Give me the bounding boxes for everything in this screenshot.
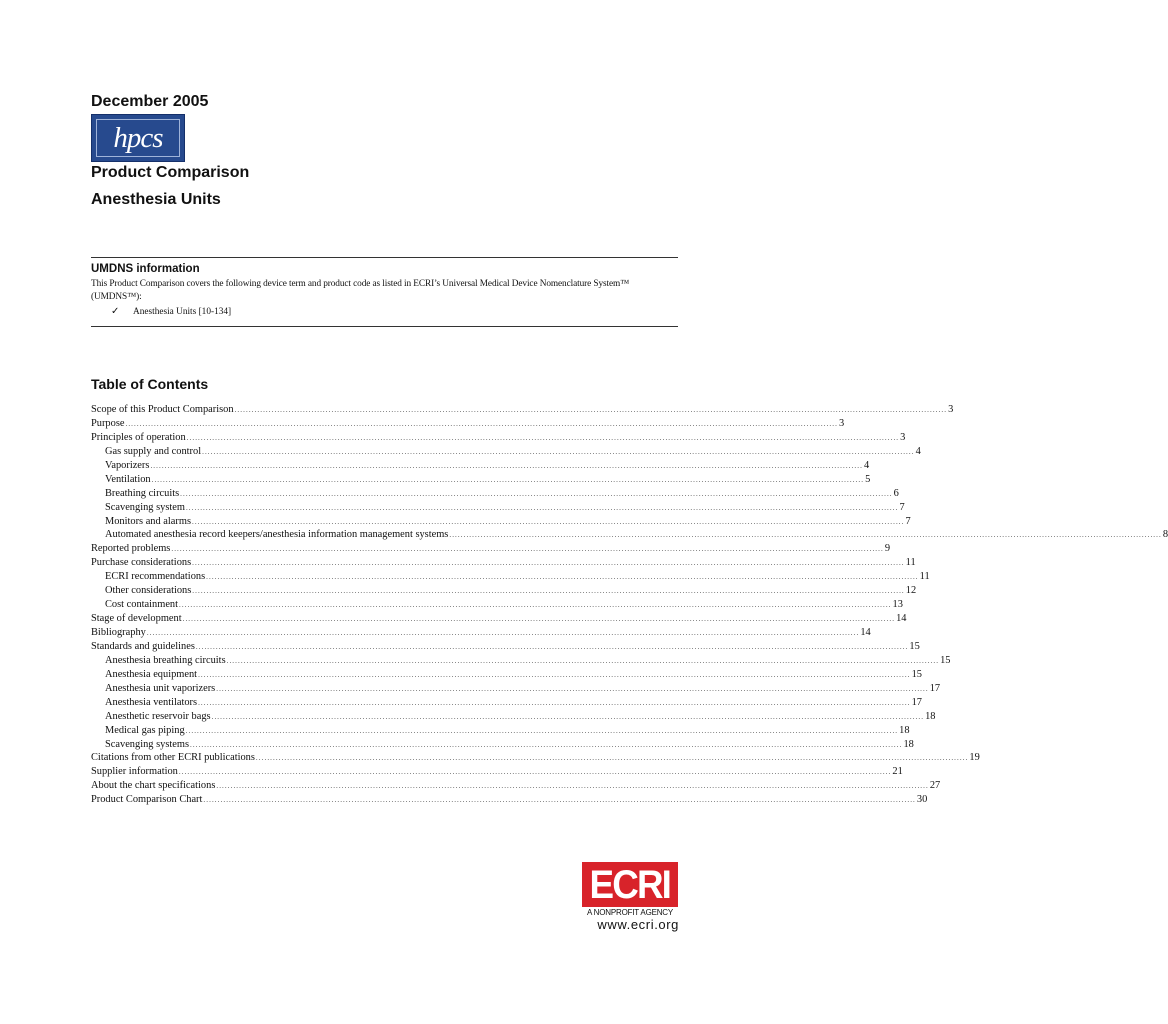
- toc-dot-leader: ..........................................................................................................................................................................................................................................................: [203, 796, 916, 805]
- toc-dot-leader: ..........................................................................................................................................................................................................................................................: [186, 433, 900, 442]
- toc-dot-leader: ..........................................................................................................................................................................................................................................................: [192, 559, 905, 568]
- toc-entry-label[interactable]: Citations from other ECRI publications: [91, 752, 255, 764]
- toc-entry-page-number[interactable]: 14: [860, 627, 871, 638]
- toc-entry-label[interactable]: Medical gas piping: [105, 724, 185, 736]
- toc-entry-label[interactable]: Breathing circuits: [105, 487, 180, 499]
- toc-entry-page-number[interactable]: 3: [838, 417, 845, 429]
- toc-entry[interactable]: [91, 528, 1168, 542]
- toc-entry[interactable]: [91, 724, 910, 738]
- toc-entry-page-number[interactable]: 30: [916, 794, 928, 806]
- toc-entry[interactable]: [91, 668, 922, 682]
- toc-dot-leader: ..........................................................................................................................................................................................................................................................: [150, 461, 863, 470]
- toc-entry-label[interactable]: ECRI recommendations: [105, 571, 206, 583]
- toc-entry-page-number[interactable]: 21: [892, 766, 903, 778]
- toc-entry-page-number[interactable]: 8: [1162, 529, 1168, 541]
- toc-entry-label[interactable]: Automated anesthesia record keepers/anesthesia information management systems: [105, 529, 449, 541]
- section-divider-bottom: [91, 326, 678, 327]
- toc-entry-label[interactable]: Scavenging system: [105, 501, 185, 513]
- toc-entry[interactable]: [91, 626, 871, 640]
- umdns-heading: UMDNS information: [91, 263, 200, 275]
- toc-entry-page-number[interactable]: 18: [903, 738, 914, 750]
- toc-dot-leader: ..........................................................................................................................................................................................................................................................: [198, 698, 911, 707]
- table-of-contents: [91, 403, 1168, 807]
- toc-entry[interactable]: [91, 779, 941, 793]
- toc-entry-page-number[interactable]: 27: [929, 780, 941, 792]
- toc-entry-page-number[interactable]: 18: [925, 710, 936, 722]
- toc-entry-page-number[interactable]: 3: [900, 431, 906, 443]
- toc-entry-label[interactable]: Anesthesia unit vaporizers: [105, 682, 216, 694]
- toc-entry-label[interactable]: Purchase considerations: [91, 557, 192, 569]
- toc-entry[interactable]: [91, 640, 920, 654]
- toc-dot-leader: ..........................................................................................................................................................................................................................................................: [192, 587, 905, 596]
- toc-entry-label[interactable]: Stage of development: [91, 613, 182, 625]
- toc-entry-label[interactable]: Scavenging systems: [105, 738, 189, 750]
- toc-entry[interactable]: [91, 738, 914, 752]
- toc-entry[interactable]: [91, 682, 941, 696]
- umdns-item: [111, 305, 231, 319]
- hpcs-logo-text: hpcs: [96, 119, 180, 157]
- toc-entry-page-number[interactable]: 9: [884, 543, 891, 555]
- toc-entry[interactable]: [91, 556, 916, 570]
- toc-entry[interactable]: [91, 445, 921, 459]
- toc-entry-label[interactable]: Purpose: [91, 417, 125, 429]
- toc-entry[interactable]: [91, 765, 903, 779]
- toc-dot-leader: ..........................................................................................................................................................................................................................................................: [185, 726, 899, 735]
- toc-dot-leader: ..........................................................................................................................................................................................................................................................: [192, 517, 905, 526]
- toc-entry-label[interactable]: Bibliography: [91, 627, 146, 638]
- toc-dot-leader: ..........................................................................................................................................................................................................................................................: [125, 419, 838, 428]
- toc-entry-label[interactable]: Standards and guidelines: [91, 640, 195, 652]
- toc-entry-page-number[interactable]: 13: [892, 599, 903, 611]
- toc-entry[interactable]: [91, 710, 936, 724]
- toc-entry-page-number[interactable]: 17: [911, 696, 922, 708]
- toc-entry-page-number[interactable]: 15: [940, 654, 951, 666]
- toc-entry-page-number[interactable]: 11: [905, 557, 916, 569]
- toc-entry-label[interactable]: About the chart specifications: [91, 780, 216, 792]
- toc-dot-leader: ..........................................................................................................................................................................................................................................................: [206, 573, 919, 582]
- umdns-description: This Product Comparison covers the following device term and product code as listed in ECRI’s Universal Medical Device Nomenclature System™ (UMDNS™):: [91, 279, 630, 302]
- toc-entry[interactable]: [91, 403, 954, 417]
- toc-entry[interactable]: [91, 751, 980, 765]
- toc-entry-page-number[interactable]: 4: [915, 445, 921, 457]
- toc-heading: Table of Contents: [91, 376, 209, 392]
- toc-entry[interactable]: [91, 459, 870, 473]
- toc-entry[interactable]: [91, 654, 951, 668]
- toc-dot-leader: ..........................................................................................................................................................................................................................................................: [180, 489, 893, 498]
- ecri-logo: [582, 862, 678, 907]
- toc-entry-page-number[interactable]: 17: [929, 682, 941, 694]
- toc-dot-leader: ..........................................................................................................................................................................................................................................................: [146, 629, 860, 637]
- toc-entry[interactable]: [91, 696, 922, 710]
- toc-entry-label[interactable]: Anesthesia breathing circuits: [105, 654, 226, 666]
- toc-entry-label[interactable]: Other considerations: [105, 585, 192, 597]
- toc-dot-leader: ..........................................................................................................................................................................................................................................................: [255, 754, 969, 763]
- toc-dot-leader: ..........................................................................................................................................................................................................................................................: [182, 615, 896, 624]
- section-divider-top: [91, 257, 678, 258]
- toc-entry-label[interactable]: Scope of this Product Comparison: [91, 404, 234, 415]
- toc-entry-page-number[interactable]: 15: [911, 668, 922, 680]
- toc-entry-label[interactable]: Anesthesia ventilators: [105, 696, 198, 708]
- toc-dot-leader: ..........................................................................................................................................................................................................................................................: [449, 531, 1162, 540]
- umdns-item-label: Anesthesia Units [10-134]: [133, 307, 232, 317]
- toc-entry-page-number[interactable]: 15: [909, 640, 920, 652]
- toc-entry-label[interactable]: Ventilation: [105, 473, 151, 485]
- toc-dot-leader: ..........................................................................................................................................................................................................................................................: [179, 601, 892, 610]
- toc-dot-leader: ..........................................................................................................................................................................................................................................................: [226, 656, 940, 665]
- toc-entry-page-number[interactable]: 11: [919, 571, 930, 583]
- toc-entry-page-number[interactable]: 7: [905, 515, 911, 527]
- toc-entry-label[interactable]: Supplier information: [91, 766, 178, 778]
- ecri-website: www.ecri.org: [597, 917, 679, 932]
- toc-entry-label[interactable]: Product Comparison Chart: [91, 794, 203, 806]
- toc-dot-leader: ..........................................................................................................................................................................................................................................................: [195, 642, 909, 651]
- toc-dot-leader: ..........................................................................................................................................................................................................................................................: [234, 406, 948, 414]
- toc-entry[interactable]: [91, 793, 928, 807]
- toc-entry[interactable]: [91, 570, 930, 584]
- toc-entry[interactable]: [91, 515, 911, 529]
- toc-entry-label[interactable]: Gas supply and control: [105, 445, 202, 457]
- ecri-logo-text: ECRI: [589, 862, 671, 907]
- toc-dot-leader: ..........................................................................................................................................................................................................................................................: [185, 503, 899, 512]
- toc-dot-leader: ..........................................................................................................................................................................................................................................................: [178, 768, 892, 777]
- toc-entry-label[interactable]: Anesthesia equipment: [105, 668, 198, 680]
- toc-entry-page-number[interactable]: 19: [969, 752, 980, 764]
- toc-entry-page-number[interactable]: 14: [896, 613, 907, 625]
- toc-entry[interactable]: [91, 417, 845, 431]
- checkmark-icon: ✓: [111, 306, 120, 317]
- toc-dot-leader: ..........................................................................................................................................................................................................................................................: [151, 475, 865, 484]
- toc-entry[interactable]: [91, 487, 899, 501]
- toc-entry-page-number[interactable]: 3: [948, 404, 954, 415]
- toc-entry-page-number[interactable]: 7: [899, 501, 905, 513]
- toc-entry-page-number[interactable]: 6: [893, 487, 899, 499]
- toc-entry-page-number[interactable]: 18: [899, 724, 910, 736]
- toc-entry-label[interactable]: Reported problems: [91, 543, 171, 555]
- toc-dot-leader: ..........................................................................................................................................................................................................................................................: [216, 782, 929, 791]
- toc-entry[interactable]: [91, 584, 917, 598]
- publication-date: December 2005: [91, 93, 209, 110]
- toc-dot-leader: ..........................................................................................................................................................................................................................................................: [216, 684, 929, 693]
- toc-dot-leader: ..........................................................................................................................................................................................................................................................: [171, 545, 884, 554]
- toc-entry-label[interactable]: Anesthetic reservoir bags: [105, 710, 211, 722]
- hpcs-logo: [91, 114, 185, 162]
- toc-entry-page-number[interactable]: 4: [863, 459, 870, 471]
- toc-entry-label[interactable]: Cost containment: [105, 599, 179, 611]
- toc-entry-page-number[interactable]: 5: [865, 473, 871, 485]
- toc-entry-label[interactable]: Vaporizers: [105, 459, 150, 471]
- toc-entry-label[interactable]: Principles of operation: [91, 431, 186, 443]
- toc-entry[interactable]: [91, 542, 891, 556]
- toc-entry[interactable]: [91, 473, 871, 487]
- document-type: Product Comparison: [91, 164, 250, 181]
- toc-dot-leader: ..........................................................................................................................................................................................................................................................: [202, 447, 915, 456]
- toc-entry[interactable]: [91, 612, 907, 626]
- toc-entry[interactable]: [91, 598, 903, 612]
- ecri-tagline: A NONPROFIT AGENCY: [586, 908, 674, 917]
- toc-entry[interactable]: [91, 431, 906, 445]
- toc-entry[interactable]: [91, 501, 905, 515]
- toc-dot-leader: ..........................................................................................................................................................................................................................................................: [211, 712, 925, 721]
- document-title: Anesthesia Units: [91, 191, 221, 208]
- toc-entry-page-number[interactable]: 12: [905, 585, 917, 597]
- toc-dot-leader: ..........................................................................................................................................................................................................................................................: [198, 670, 911, 679]
- toc-entry-label[interactable]: Monitors and alarms: [105, 515, 191, 527]
- toc-dot-leader: ..........................................................................................................................................................................................................................................................: [189, 740, 903, 749]
